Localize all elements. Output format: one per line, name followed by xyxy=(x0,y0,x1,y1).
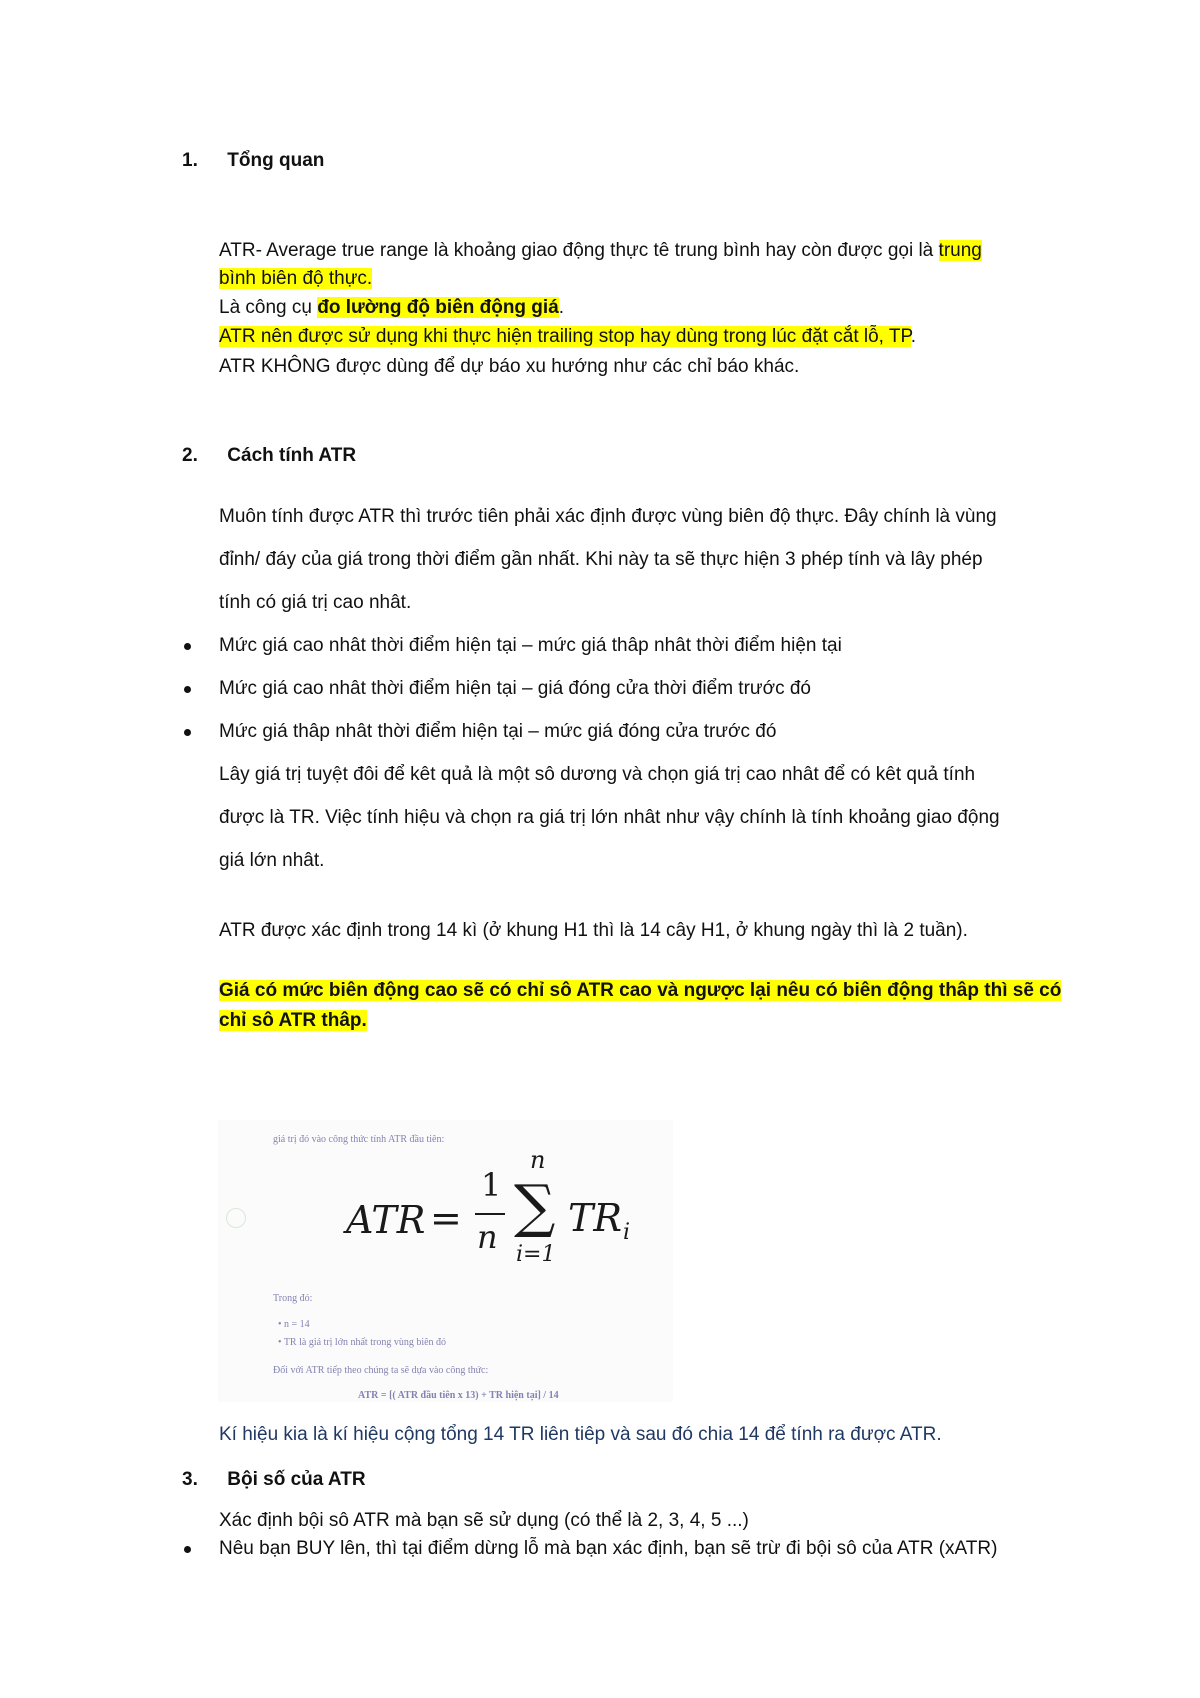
calc-bullet-1: Mức giá cao nhât thời điểm hiện tại – mức giá thâp nhât thời điểm hiện tại xyxy=(219,635,842,656)
overview-highlight: trung xyxy=(938,240,982,261)
formula-term-subscript: i xyxy=(623,1220,631,1245)
formula-note: Đối với ATR tiếp theo chúng ta sẽ dựa vào công thức: xyxy=(273,1365,489,1376)
after-formula-text: Kí hiệu kia là kí hiệu cộng tổng 14 TR liên tiêp và sau đó chia 14 để tính ra được ATR. xyxy=(219,1424,942,1445)
formula-fraction-denominator: n xyxy=(477,1218,498,1256)
multiple-bullet-1: Nêu bạn BUY lên, thì tại điểm dừng lỗ mà bạn xác định, bạn sẽ trừ đi bội sô của ATR (xATR) xyxy=(219,1538,998,1559)
overview-bold-highlight: đo lường độ biên động giá xyxy=(317,297,559,318)
formula-second: ATR = [( ATR đầu tiên x 13) + TR hiện tại] / 14 xyxy=(358,1390,559,1401)
circle-icon xyxy=(226,1208,246,1228)
section-3-number: 3. xyxy=(182,1469,198,1490)
formula-equals: = xyxy=(430,1196,462,1240)
section-3-title: Bội số của ATR xyxy=(227,1469,366,1490)
calc-highlight: Giá có mức biên động cao sẽ có chỉ sô ATR cao và ngược lại nêu có biên động thâp thì sẽ có xyxy=(219,980,1062,1001)
formula-lhs: ATR xyxy=(346,1198,426,1242)
calc-highlight: chỉ sô ATR thâp xyxy=(219,1010,362,1031)
formula-item-1-text: n = 14 xyxy=(284,1319,310,1330)
overview-line-4 xyxy=(219,326,916,348)
bullet-dot xyxy=(184,729,191,736)
multiple-line-1: Xác định bội sô ATR mà bạn sẽ sử dụng (có thể là 2, 3, 4, 5 ...) xyxy=(219,1510,749,1531)
bullet-dot xyxy=(184,686,191,693)
calc-para-3: ATR được xác định trong 14 kì (ở khung H1 thì là 14 cây H1, ở khung ngày thì là 2 tuần). xyxy=(219,920,968,941)
formula-item-1: • n = 14 xyxy=(278,1319,310,1330)
calc-para-1-line-2: đỉnh/ đáy của giá trong thời điểm gần nhất. Khi này ta sẽ thực hiện 3 phép tính và lây phép xyxy=(219,549,983,570)
overview-text: . xyxy=(558,297,565,318)
section-1-number: 1. xyxy=(182,150,198,171)
section-2-number: 2. xyxy=(182,445,198,466)
bullet-dot xyxy=(184,1546,191,1553)
overview-line-1 xyxy=(219,240,982,262)
section-3-heading xyxy=(182,1469,366,1491)
formula-caption: giá trị đó vào công thức tính ATR đầu tiên: xyxy=(273,1134,445,1145)
formula-item-2-text: TR là giá trị lớn nhất trong vùng biên đó xyxy=(283,1337,447,1348)
overview-text: Là công cụ xyxy=(219,297,318,318)
formula-sum-lower: i=1 xyxy=(516,1242,556,1267)
overview-text: . xyxy=(910,326,917,347)
formula-sigma: ∑ xyxy=(514,1172,556,1240)
overview-highlight: bình biên độ thực. xyxy=(219,268,373,289)
formula-fraction-numerator: 1 xyxy=(481,1166,502,1204)
overview-text: ATR- Average true range là khoảng giao động thực tê trung bình hay còn được gọi là xyxy=(219,240,939,261)
calc-para-1-line-1: Muôn tính được ATR thì trước tiên phải xác định được vùng biên độ thực. Đây chính là vùng xyxy=(219,506,997,527)
formula-item-2: • TR là giá trị lớn nhất trong vùng biên đó xyxy=(278,1337,447,1348)
calc-bullet-3: Mức giá thâp nhât thời điểm hiện tại – mức giá đóng cửa trước đó xyxy=(219,721,777,742)
section-2-heading xyxy=(182,445,356,467)
section-2-title: Cách tính ATR xyxy=(227,445,357,466)
formula-term: TR xyxy=(568,1196,622,1240)
overview-highlight: ATR nên được sử dụng khi thực hiện trailing stop hay dùng trong lúc đặt cắt lỗ, TP xyxy=(219,326,911,347)
fraction-bar xyxy=(475,1213,505,1215)
overview-line-5: ATR KHÔNG được dùng để dự báo xu hướng như các chỉ báo khác. xyxy=(219,356,800,377)
formula-trong-do: Trong đó: xyxy=(273,1293,313,1304)
calc-bullet-2: Mức giá cao nhât thời điểm hiện tại – giá đóng cửa thời điểm trước đó xyxy=(219,678,811,699)
formula-sum-upper: n xyxy=(530,1146,546,1174)
calc-para-2-line-1: Lây giá trị tuyệt đôi để kêt quả là một sô dương và chọn giá trị cao nhât để có kêt quả tính xyxy=(219,764,976,785)
calc-para-1-line-3: tính có giá trị cao nhât. xyxy=(219,592,412,613)
bullet-dot xyxy=(184,643,191,650)
overview-line-2 xyxy=(219,268,372,290)
section-1-heading xyxy=(182,150,324,172)
atr-formula-image xyxy=(218,1120,673,1402)
calc-highlight-line-1 xyxy=(219,980,1061,1002)
calc-para-2-line-2: được là TR. Việc tính hiệu và chọn ra giá trị lớn nhât như vậy chính là tính khoảng giao động xyxy=(219,807,1000,828)
section-1-title: Tổng quan xyxy=(227,150,325,171)
calc-para-2-line-3: giá lớn nhât. xyxy=(219,850,325,871)
calc-highlight-line-2 xyxy=(219,1010,367,1032)
overview-line-3 xyxy=(219,297,564,319)
calc-highlight: . xyxy=(361,1010,367,1031)
